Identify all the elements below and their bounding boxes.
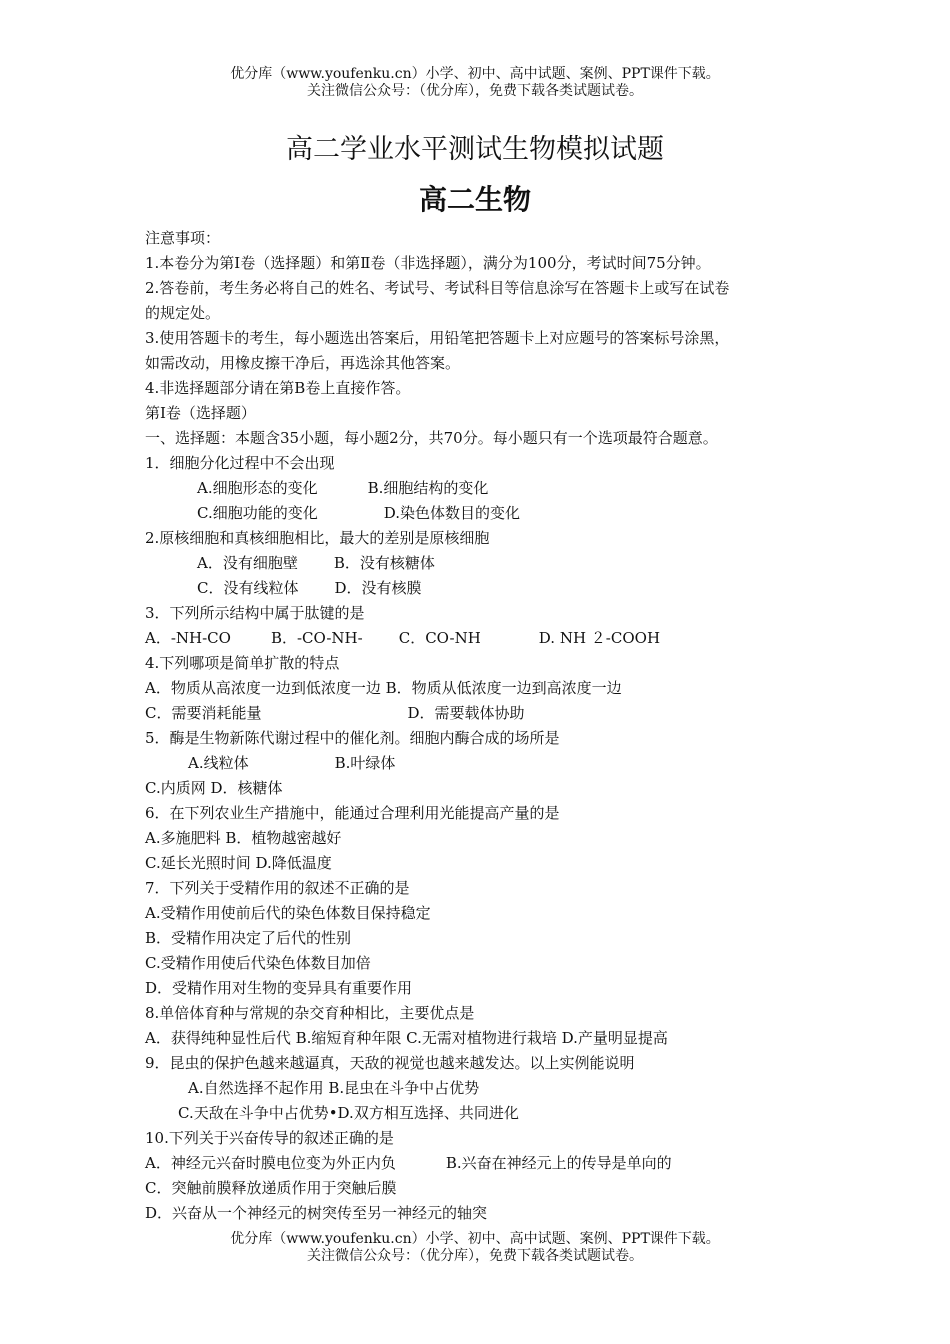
question-3-options: [145, 626, 815, 651]
exam-subtitle: 高二生物: [418, 183, 531, 216]
question-2-option-b: B．没有核糖体: [333, 554, 435, 572]
notice-item-2b: 的规定处。: [145, 304, 221, 322]
question-2-option-a: A．没有细胞壁: [197, 554, 298, 572]
question-9-options-cd: C.天敌在斗争中占优势•D.双方相互选择、共同进化: [178, 1104, 519, 1122]
page-footer: [0, 1231, 950, 1265]
question-3-option-a: A．-NH-CO: [145, 629, 231, 647]
question-5-stem: 5．酶是生物新陈代谢过程中的催化剂。细胞内酶合成的场所是: [145, 729, 560, 747]
question-1-option-c: C.细胞功能的变化: [197, 504, 318, 522]
question-7-option-c: C.受精作用使后代染色体数目加倍: [145, 954, 371, 972]
question-4-option-d: D．需要载体协助: [407, 704, 525, 722]
question-10-option-b: B.兴奋在神经元上的传导是单向的: [445, 1154, 672, 1172]
question-2-option-d: D．没有核膜: [334, 579, 422, 597]
question-5-options-ab: [145, 751, 815, 776]
notice-item-4: 4.非选择题部分请在第B卷上直接作答。: [145, 379, 411, 397]
section-instruction: 一、选择题：本题含35小题，每小题2分，共70分。每小题只有一个选项最符合题意。: [145, 429, 718, 447]
question-3-stem: 3．下列所示结构中属于肽键的是: [145, 604, 365, 622]
question-1-option-b: B.细胞结构的变化: [367, 479, 489, 497]
notice-heading: 注意事项：: [145, 229, 221, 247]
question-4-options-ab: A．物质从高浓度一边到低浓度一边 B．物质从低浓度一边到高浓度一边: [145, 679, 622, 697]
question-5-option-a: A.线粒体: [188, 754, 249, 772]
question-2-options-cd: [145, 576, 815, 601]
question-6-options-cd: C.延长光照时间 D.降低温度: [145, 854, 332, 872]
question-5-option-b: B.叶绿体: [334, 754, 396, 772]
question-1-stem: 1．细胞分化过程中不会出现: [145, 454, 335, 472]
question-7-option-b: B．受精作用决定了后代的性别: [145, 929, 352, 947]
question-10-option-a: A．神经元兴奋时膜电位变为外正内负: [145, 1154, 396, 1172]
question-3-option-d: D. NH ２-COOH: [538, 629, 661, 647]
question-6-options-ab: A.多施肥料 B．植物越密越好: [145, 829, 342, 847]
question-10-option-c: C．突触前膜释放递质作用于突触后膜: [145, 1179, 397, 1197]
question-3-option-b: B．-CO-NH-: [270, 629, 363, 647]
notice-item-1: 1.本卷分为第Ⅰ卷（选择题）和第Ⅱ卷（非选择题），满分为100分，考试时间75分钟。: [145, 254, 711, 272]
question-8-stem: 8.单倍体育种与常规的杂交育种相比，主要优点是: [145, 1004, 475, 1022]
question-10-options-ab: [145, 1151, 815, 1176]
page-header: [0, 66, 950, 100]
question-7-option-a: A.受精作用使前后代的染色体数目保持稳定: [145, 904, 431, 922]
question-1-option-d: D.染色体数目的变化: [383, 504, 520, 522]
footer-line-2: 关注微信公众号：（优分库），免费下载各类试题试卷。: [307, 1248, 643, 1264]
notice-item-3a: 3.使用答题卡的考生，每小题选出答案后，用铅笔把答题卡上对应题号的答案标号涂黑，: [145, 329, 730, 347]
notice-item-3b: 如需改动，用橡皮擦干净后，再选涂其他答案。: [145, 354, 461, 372]
question-9-options-ab: A.自然选择不起作用 B.昆虫在斗争中占优势: [188, 1079, 480, 1097]
question-2-stem: 2.原核细胞和真核细胞相比，最大的差别是原核细胞: [145, 529, 490, 547]
question-4-stem: 4.下列哪项是简单扩散的特点: [145, 654, 340, 672]
question-1-option-a: A.细胞形态的变化: [197, 479, 318, 497]
header-line-1: 优分库（www.youfenku.cn）小学、初中、高中试题、案例、PPT课件下载。: [230, 66, 720, 82]
question-2-option-c: C．没有线粒体: [197, 579, 299, 597]
exam-title: 高二学业水平测试生物模拟试题: [286, 134, 664, 165]
notice-item-2a: 2.答卷前，考生务必将自己的姓名、考试号、考试科目等信息涂写在答题卡上或写在试卷: [145, 279, 730, 297]
question-4-option-c: C．需要消耗能量: [145, 704, 262, 722]
question-6-stem: 6．在下列农业生产措施中，能通过合理利用光能提高产量的是: [145, 804, 560, 822]
question-10-option-d: D．兴奋从一个神经元的树突传至另一神经元的轴突: [145, 1204, 488, 1222]
question-9-stem: 9．昆虫的保护色越来越逼真，天敌的视觉也越来越发达。以上实例能说明: [145, 1054, 635, 1072]
footer-line-1: 优分库（www.youfenku.cn）小学、初中、高中试题、案例、PPT课件下载。: [230, 1231, 720, 1247]
exam-content: [145, 226, 815, 1226]
question-7-option-d: D．受精作用对生物的变异具有重要作用: [145, 979, 413, 997]
volume-heading: 第Ⅰ卷（选择题）: [145, 404, 256, 422]
question-8-options: A．获得纯种显性后代 B.缩短育种年限 C.无需对植物进行栽培 D.产量明显提高: [145, 1029, 668, 1047]
question-7-stem: 7．下列关于受精作用的叙述不正确的是: [145, 879, 410, 897]
question-2-options-ab: [145, 551, 815, 576]
question-5-options-cd: C.内质网 D．核糖体: [145, 779, 283, 797]
question-10-stem: 10.下列关于兴奋传导的叙述正确的是: [145, 1129, 394, 1147]
header-line-2: 关注微信公众号：（优分库），免费下载各类试题试卷。: [307, 83, 643, 99]
question-1-options-cd: [145, 501, 815, 526]
question-1-options-ab: [145, 476, 815, 501]
question-3-option-c: C．CO-NH: [398, 629, 481, 647]
question-4-options-cd: [145, 701, 815, 726]
